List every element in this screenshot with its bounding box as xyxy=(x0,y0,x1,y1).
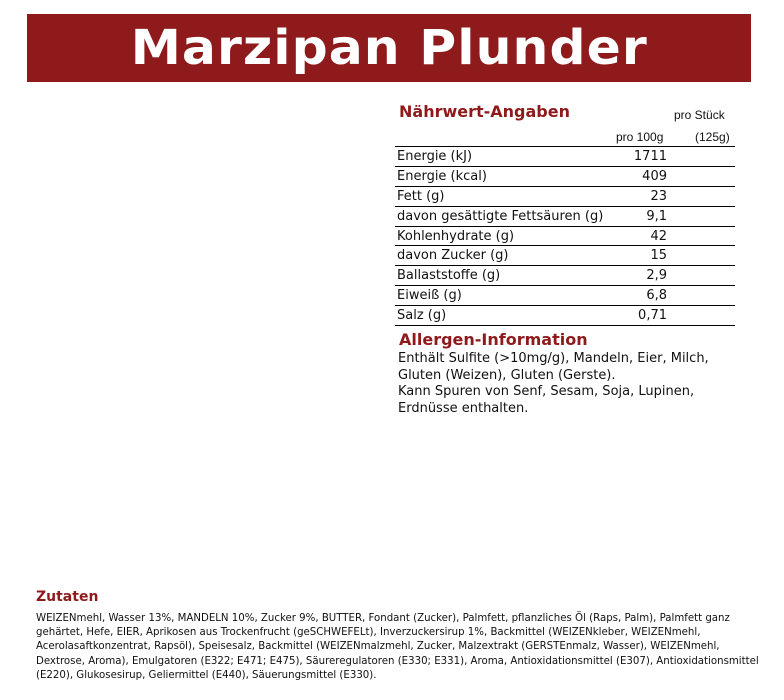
nutrition-label: davon gesättigte Fettsäuren (g) xyxy=(397,208,604,224)
allergen-traces: Kann Spuren von Senf, Sesam, Soja, Lupinen, Erdnüsse enthalten. xyxy=(398,384,695,416)
allergen-info xyxy=(398,351,743,417)
nutrition-row xyxy=(395,306,735,326)
nutrition-row xyxy=(395,266,735,286)
nutrition-label: Ballaststoffe (g) xyxy=(397,268,501,284)
title-banner xyxy=(27,14,751,82)
nutrition-value: 6,8 xyxy=(646,288,667,304)
nutrition-value: 9,1 xyxy=(646,208,667,224)
nutrition-label: Salz (g) xyxy=(397,308,447,324)
nutrition-value: 15 xyxy=(650,248,667,264)
nutrition-label: Kohlenhydrate (g) xyxy=(397,228,515,244)
nutrition-row xyxy=(395,286,735,306)
ingredients-text: WEIZENmehl, Wasser 13%, MANDELN 10%, Zucker 9%, BUTTER, Fondant (Zucker), Palmfett, pflanzliches Öl (Raps, Palm), Palmfett ganz gehärtet, Hefe, EIER, Aprikosen aus Trockenfrucht (geSCHWEFELt), Inverzuckersirup 1%, Backmittel (WEIZENkleber, WEIZENmehl, Acerolasaftkonzentrat, Rapsöl), Speisesalz, Backmittel (WEIZENmalzmehl, Zucker, Malzextrakt (GERSTEnmalz, Wasser), WEIZENmehl, Dextrose, Aroma), Emulgatoren (E322; E471; E475), Säureregulatoren (E330; E331), Aroma, Antioxidationsmittel (E307), Antioxidationsmittel (E220), Glukosesirup, Geliermittel (E440), Säuerungsmittel (E330). xyxy=(36,613,759,681)
nutrition-label: davon Zucker (g) xyxy=(397,248,509,264)
nutrition-table xyxy=(395,146,735,326)
nutrition-row xyxy=(395,187,735,207)
nutrition-value: 23 xyxy=(650,188,667,204)
nutrition-label: Energie (kJ) xyxy=(397,149,473,164)
nutrition-row xyxy=(395,227,735,247)
nutrition-value: 0,71 xyxy=(638,308,667,324)
nutrition-value: 2,9 xyxy=(646,268,667,284)
allergen-contains: Enthält Sulfite (>10mg/g), Mandeln, Eier, Milch, Gluten (Weizen), Gluten (Gerste). xyxy=(398,351,709,383)
ingredients-heading: Zutaten xyxy=(36,589,99,605)
nutrition-row xyxy=(395,207,735,227)
nutrition-value: 1711 xyxy=(633,149,667,164)
page-title: Marzipan Plunder xyxy=(130,20,648,76)
nutrition-label: Eiweiß (g) xyxy=(397,288,462,304)
nutrition-row xyxy=(395,246,735,266)
nutrition-row xyxy=(395,167,735,187)
nutrition-label: Fett (g) xyxy=(397,188,445,204)
nutrition-value: 409 xyxy=(642,168,667,184)
per-100g-label: pro 100g xyxy=(616,130,664,144)
nutrition-heading: Nährwert-Angaben xyxy=(399,102,570,121)
allergen-heading: Allergen-Information xyxy=(399,330,588,349)
nutrition-row xyxy=(395,147,735,167)
piece-weight: (125g) xyxy=(695,130,730,144)
per-piece-label: pro Stück xyxy=(674,108,725,122)
nutrition-value: 42 xyxy=(650,228,667,244)
nutrition-label: Energie (kcal) xyxy=(397,168,487,184)
